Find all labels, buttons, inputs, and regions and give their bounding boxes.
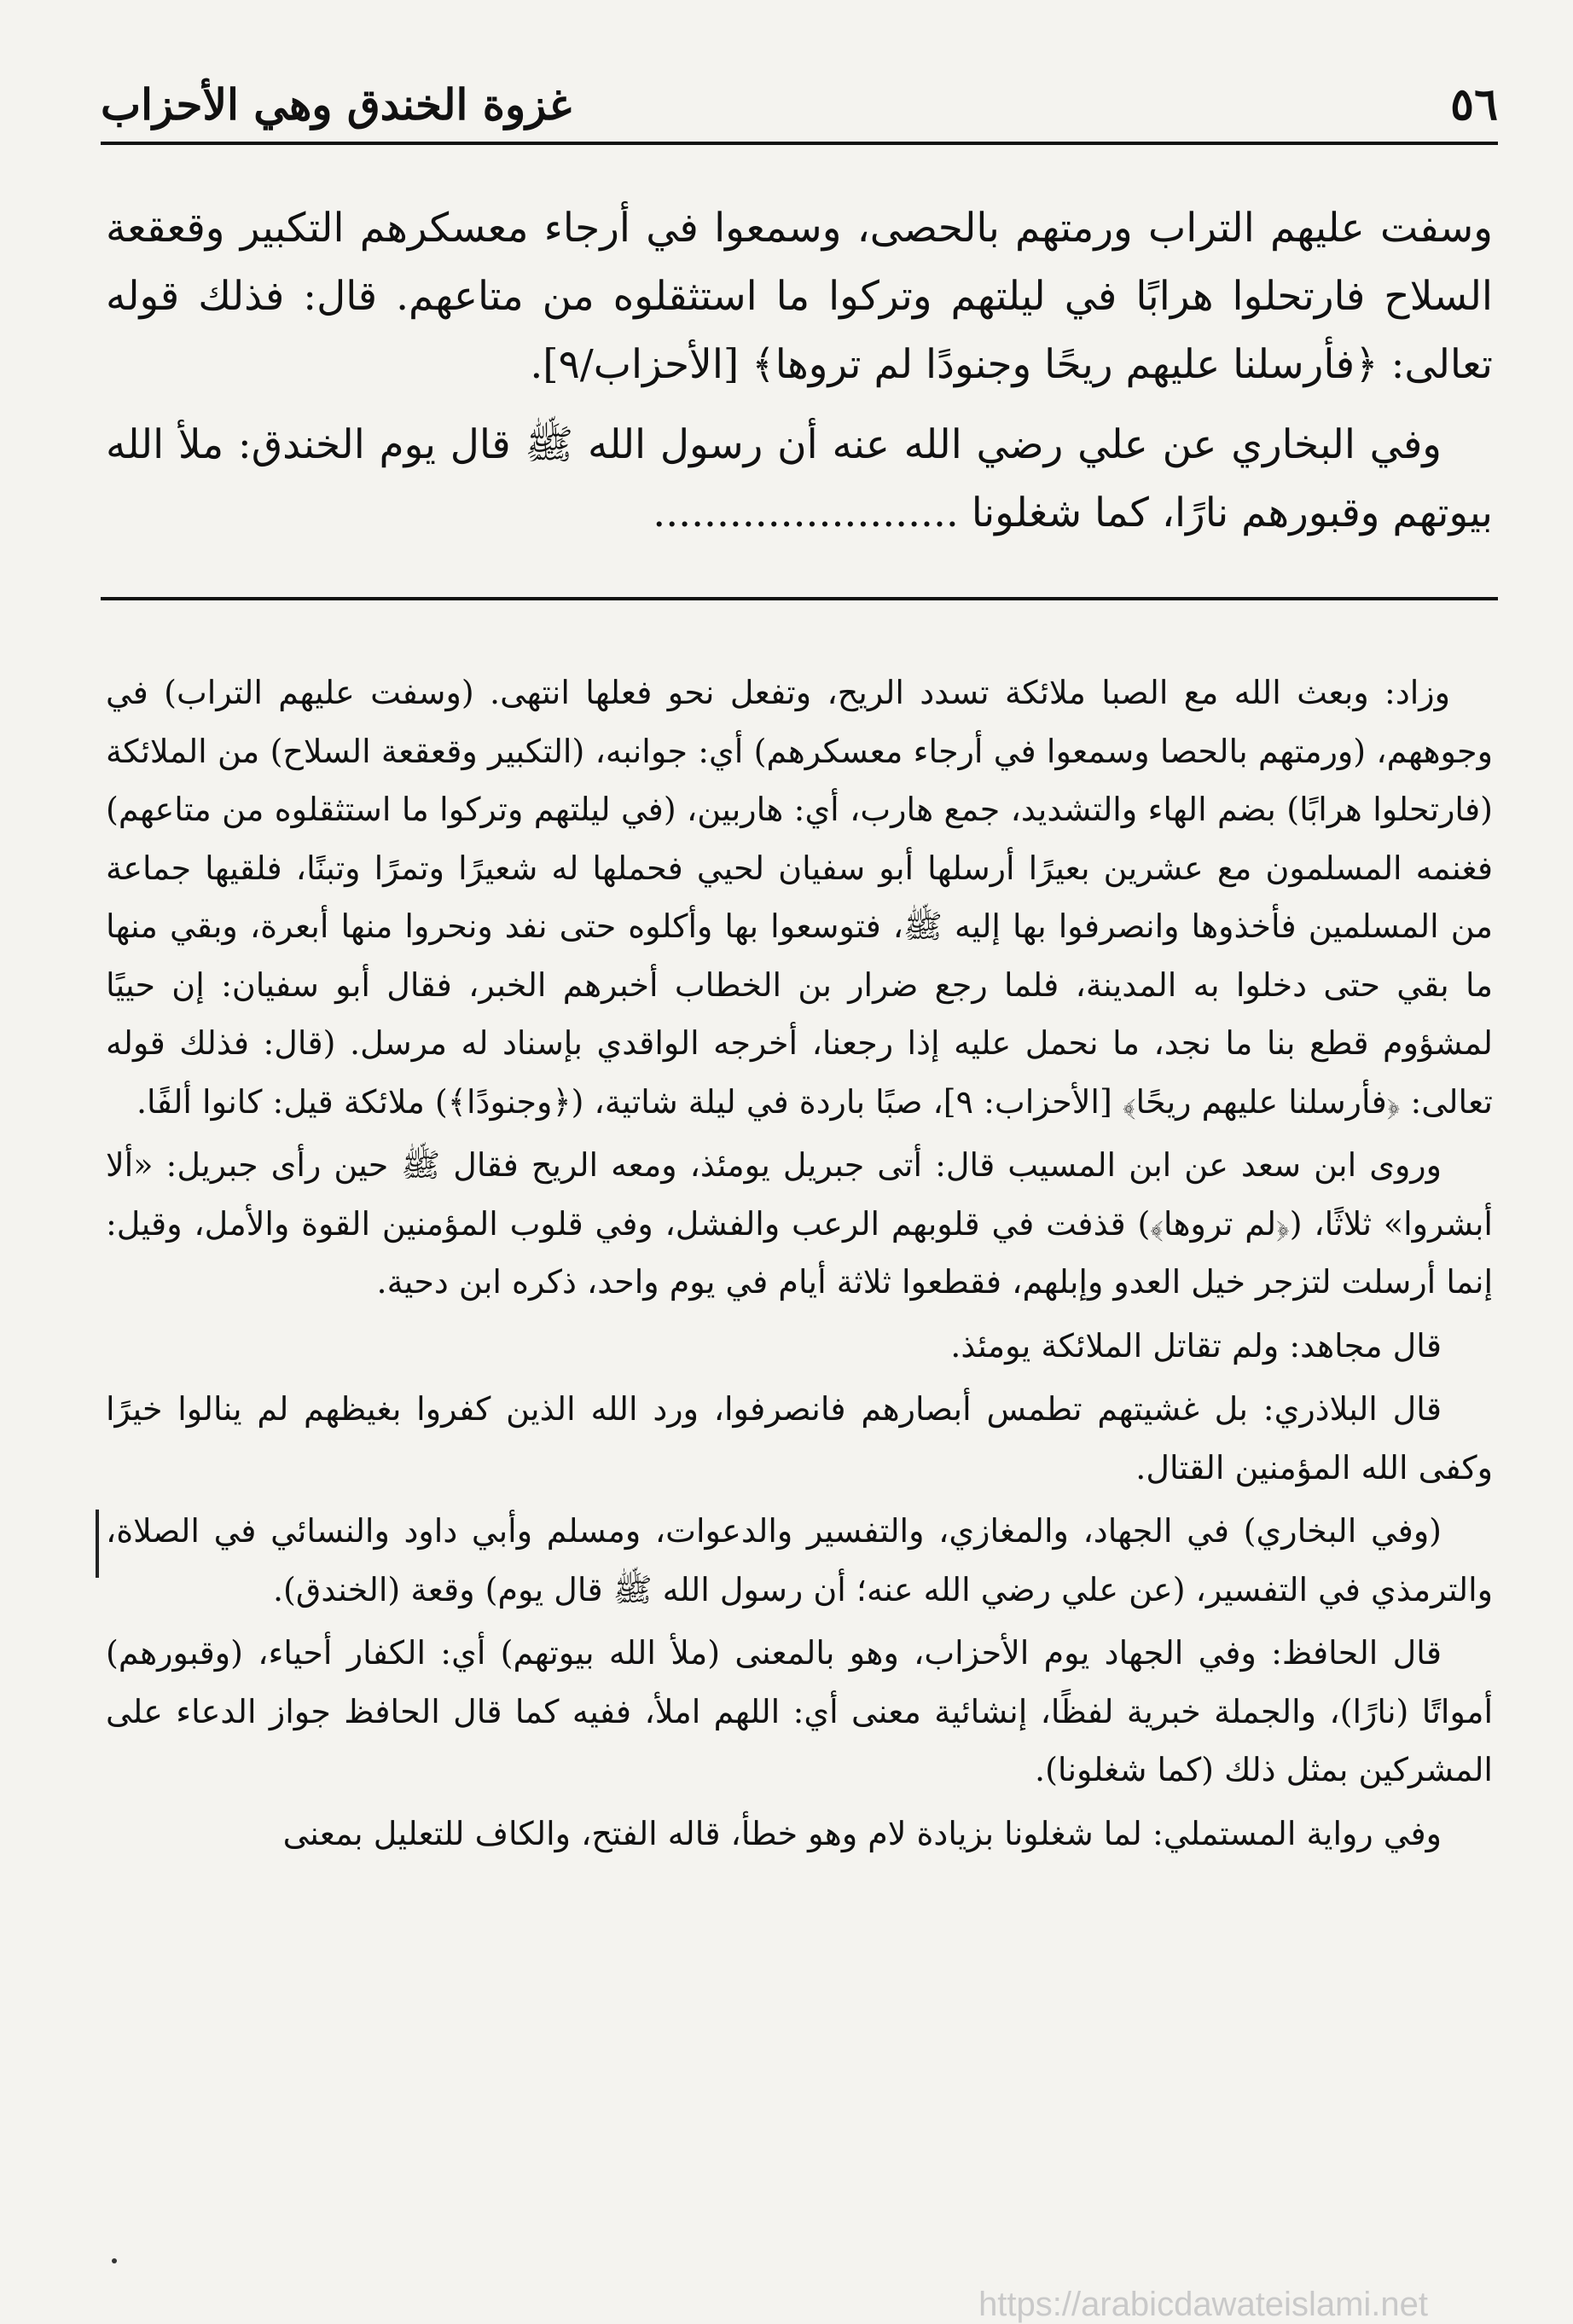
commentary-paragraph: قال البلاذري: بل غشيتهم تطمس أبصارهم فانصرفوا، ورد الله الذين كفروا بغيظهم لم ينالوا خيرًا وكفى الله المؤمنين القتال.: [106, 1390, 1493, 1487]
commentary-paragraph: قال مجاهد: ولم تقاتل الملائكة يومئذ.: [950, 1326, 1442, 1365]
stray-dot: [112, 2258, 117, 2263]
commentary-paragraph: وزاد: وبعث الله مع الصبا ملائكة تسدد الريح، وتفعل نحو فعلها انتهى. (وسفت عليهم التراب) في وجوههم، (ورمتهم بالحصا وسمعوا في أرجاء معسكرهم) أي: جوانبه، (التكبير وقعقعة السلاح) من الملائكة (فارتحلوا هرابًا) بضم الهاء والتشديد، جمع هارب، أي: هاربين، (في ليلتهم وتركوا ما استثقلوه من متاعهم) فغنمه المسلمون مع عشرين بعيرًا أرسلها أبو سفيان لحيي فحملها له شعيرًا وتمرًا وتبنًا، فلقيها جماعة من المسلمين فأخذوها وانصرفوا بها إليه ﷺ، فتوسعوا بها وأكلوه حتى نفد ونحروا منها أبعرة، وبقي منها ما بقي حتى دخلوا به المدينة، فلما رجع ضرار بن الخطاب أخبرهم الخبر، فقال أبو سفيان: إن حييًا لمشؤوم قطع بنا ما نجد، ما نحمل عليه إذا رجعنا، أخرجه الواقدي بإسناد له مرسل. (قال: فذلك قوله تعالى: ﴿فأرسلنا عليهم ريحًا﴾ [الأحزاب: ٩]، صبًا باردة في ليلة شاتية، (﴿وجنودًا﴾) ملائكة قيل: كانوا ألفًا.: [106, 674, 1493, 1121]
main-text: [106, 194, 1493, 559]
header-rule: [101, 142, 1498, 145]
commentary-paragraph: قال الحافظ: وفي الجهاد يوم الأحزاب، وهو بالمعنى (ملأ الله بيوتهم) أي: الكفار أحياء، (وقبورهم) أمواتًا (نارًا)، والجملة خبرية لفظًا، إنشائية معنى أي: اللهم املأ، ففيه كما قال الحافظ جواز الدعاء على المشركين بمثل ذلك (كما شغلونا).: [106, 1634, 1493, 1788]
commentary-paragraph: (وفي البخاري) في الجهاد، والمغازي، والتفسير والدعوات، ومسلم وأبي داود والنسائي في الصلاة، والترمذي في التفسير، (عن علي رضي الله عنه؛ أن رسول الله ﷺ قال يوم) وقعة (الخندق).: [106, 1512, 1493, 1608]
main-paragraph: وسفت عليهم التراب ورمتهم بالحصى، وسمعوا في أرجاء معسكرهم التكبير وقعقعة السلاح فارتحلوا هرابًا في ليلتهم وتركوا ما استثقلوه من متاعهم. قال: فذلك قوله تعالى: ﴿فأرسلنا عليهم ريحًا وجنودًا لم تروها﴾ [الأحزاب/٩].: [106, 205, 1493, 388]
running-title: غزوة الخندق وهي الأحزاب: [101, 79, 572, 130]
commentary-text: [106, 664, 1493, 1868]
main-paragraph: وفي البخاري عن علي رضي الله عنه أن رسول الله ﷺ قال يوم الخندق: ملأ الله بيوتهم وقبورهم نارًا، كما شغلونا ........................: [106, 421, 1493, 536]
commentary-paragraph: وروى ابن سعد عن ابن المسيب قال: أتى جبريل يومئذ، ومعه الريح فقال ﷺ حين رأى جبريل: «ألا أبشروا» ثلاثًا، (﴿لم تروها﴾) قذفت في قلوبهم الرعب والفشل، وفي قلوب المؤمنين القوة والأمل، وقيل: إنما أرسلت لتزجر خيل العدو وإبلهم، فقطعوا ثلاثة أيام في يوم واحد، ذكره ابن دحية.: [106, 1146, 1493, 1301]
margin-mark: [96, 1510, 99, 1578]
commentary-paragraph: وفي رواية المستملي: لما شغلونا بزيادة لام وهو خطأ، قاله الفتح، والكاف للتعليل بمعنى: [282, 1814, 1442, 1852]
page-number: ٥٦: [1450, 78, 1498, 130]
page-header: [101, 75, 1498, 135]
watermark: https://arabicdawateislami.net: [978, 2286, 1428, 2323]
footnote-separator: [101, 597, 1498, 600]
